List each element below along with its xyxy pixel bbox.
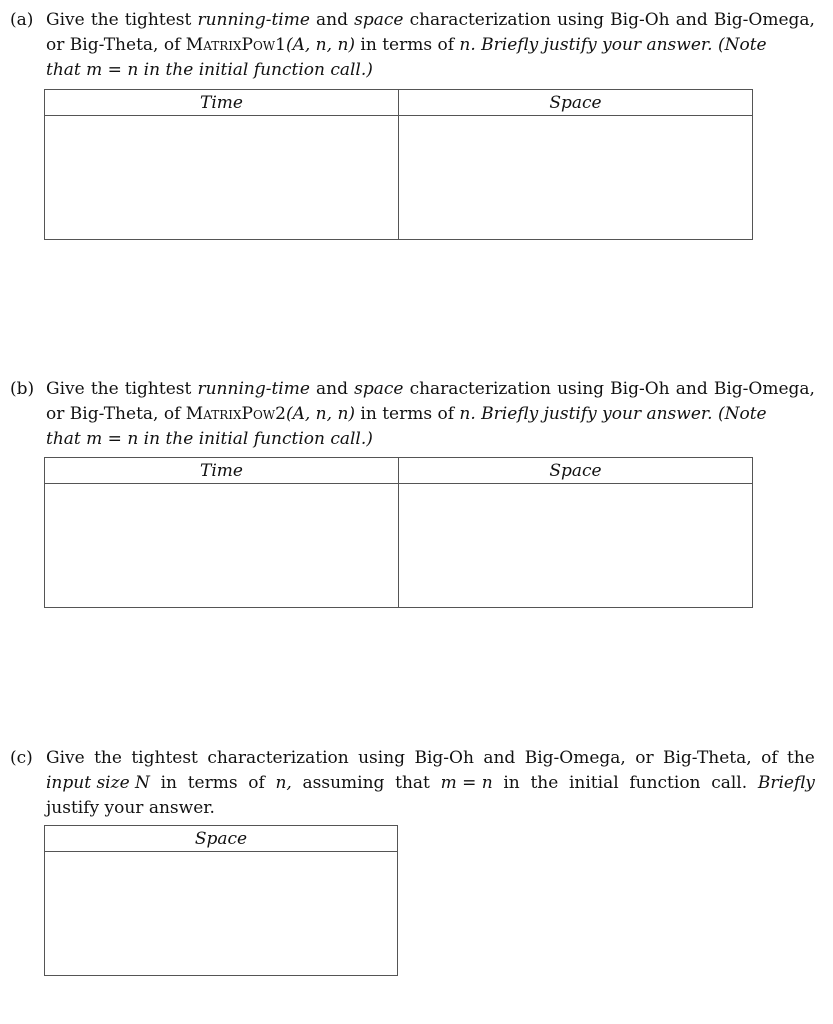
function-name-prefix: Matrix [185, 404, 242, 424]
space-answer-cell[interactable] [399, 484, 753, 608]
word: Give [46, 10, 85, 30]
function-args: (A, n, n) [285, 404, 356, 424]
word: the [90, 379, 119, 399]
word: and [316, 379, 348, 399]
word: assuming [302, 773, 385, 793]
word: call. [711, 773, 748, 793]
word: Big-Oh [414, 748, 474, 768]
question-a-line-2 [46, 33, 767, 57]
word: tightest [124, 10, 192, 30]
word: Give [46, 379, 85, 399]
question-c-line-2 [46, 771, 815, 795]
space-answer-cell[interactable] [399, 116, 753, 240]
text: or Big-Theta, of [46, 35, 186, 55]
text: . Briefly justify your answer. (Note [470, 404, 767, 424]
word: using [557, 10, 605, 30]
word: tightest [124, 379, 192, 399]
word: running-time [197, 379, 310, 399]
question-a-line-3: that m = n in the initial function call.) [46, 60, 373, 80]
table-header-time: Time [45, 90, 399, 116]
table-header-time: Time [45, 458, 399, 484]
word: space [354, 379, 404, 399]
word: using [358, 748, 406, 768]
word: characterization [409, 379, 551, 399]
word: Give [46, 748, 85, 768]
question-b-line-3: that m = n in the initial function call.) [46, 429, 373, 449]
word: Big-Omega, [713, 10, 815, 30]
answer-table-c [44, 825, 398, 976]
function-name-prefix: Matrix [185, 35, 242, 55]
word: Big-Omega, [713, 379, 815, 399]
question-c-label: (c) [10, 748, 33, 768]
word: space [354, 10, 404, 30]
question-a-line-1 [46, 8, 815, 32]
answer-table-b [44, 457, 753, 608]
question-c-line-1 [46, 746, 815, 770]
word: of [248, 773, 265, 793]
word: and [675, 379, 708, 399]
word: running-time [197, 10, 310, 30]
answer-table-a [44, 89, 753, 240]
word: Big-Oh [610, 10, 670, 30]
variable: n, [275, 773, 292, 793]
question-b-label: (b) [10, 379, 35, 399]
variable: n [459, 404, 471, 424]
word: terms [187, 773, 238, 793]
function-name: Pow2 [241, 404, 286, 424]
word: tightest [131, 748, 198, 768]
term: input size N [46, 773, 150, 793]
word: in [160, 773, 177, 793]
word: characterization [409, 10, 551, 30]
word: or [635, 748, 654, 768]
table-header-space: Space [399, 90, 753, 116]
function-name: Pow1 [241, 35, 286, 55]
function-args: (A, n, n) [285, 35, 356, 55]
word: and [483, 748, 516, 768]
word: and [316, 10, 348, 30]
word: the [94, 748, 122, 768]
space-answer-cell[interactable] [45, 852, 398, 976]
text: . Briefly justify your answer. (Note [470, 35, 767, 55]
word: Big-Oh [610, 379, 670, 399]
text: or Big-Theta, of [46, 404, 186, 424]
text: in terms of [355, 404, 460, 424]
text: in terms of [355, 35, 460, 55]
table-header-space: Space [45, 826, 398, 852]
word: the [530, 773, 559, 793]
word: and [675, 10, 708, 30]
word: of [761, 748, 778, 768]
word: using [557, 379, 605, 399]
word: the [90, 10, 119, 30]
word: initial [568, 773, 619, 793]
question-b-line-1 [46, 377, 815, 401]
question-b-line-2 [46, 402, 767, 426]
word: in [503, 773, 520, 793]
word: Big-Omega, [524, 748, 626, 768]
equation: m = n [440, 773, 493, 793]
word: characterization [207, 748, 349, 768]
word: that [395, 773, 430, 793]
time-answer-cell[interactable] [45, 116, 399, 240]
word: function [629, 773, 701, 793]
variable: n [459, 35, 471, 55]
question-c-line-3: justify your answer. [46, 798, 215, 818]
time-answer-cell[interactable] [45, 484, 399, 608]
word: Big-Theta, [663, 748, 752, 768]
table-header-space: Space [399, 458, 753, 484]
question-a-label: (a) [10, 10, 34, 30]
word: the [787, 748, 815, 768]
word: Briefly [757, 773, 815, 793]
